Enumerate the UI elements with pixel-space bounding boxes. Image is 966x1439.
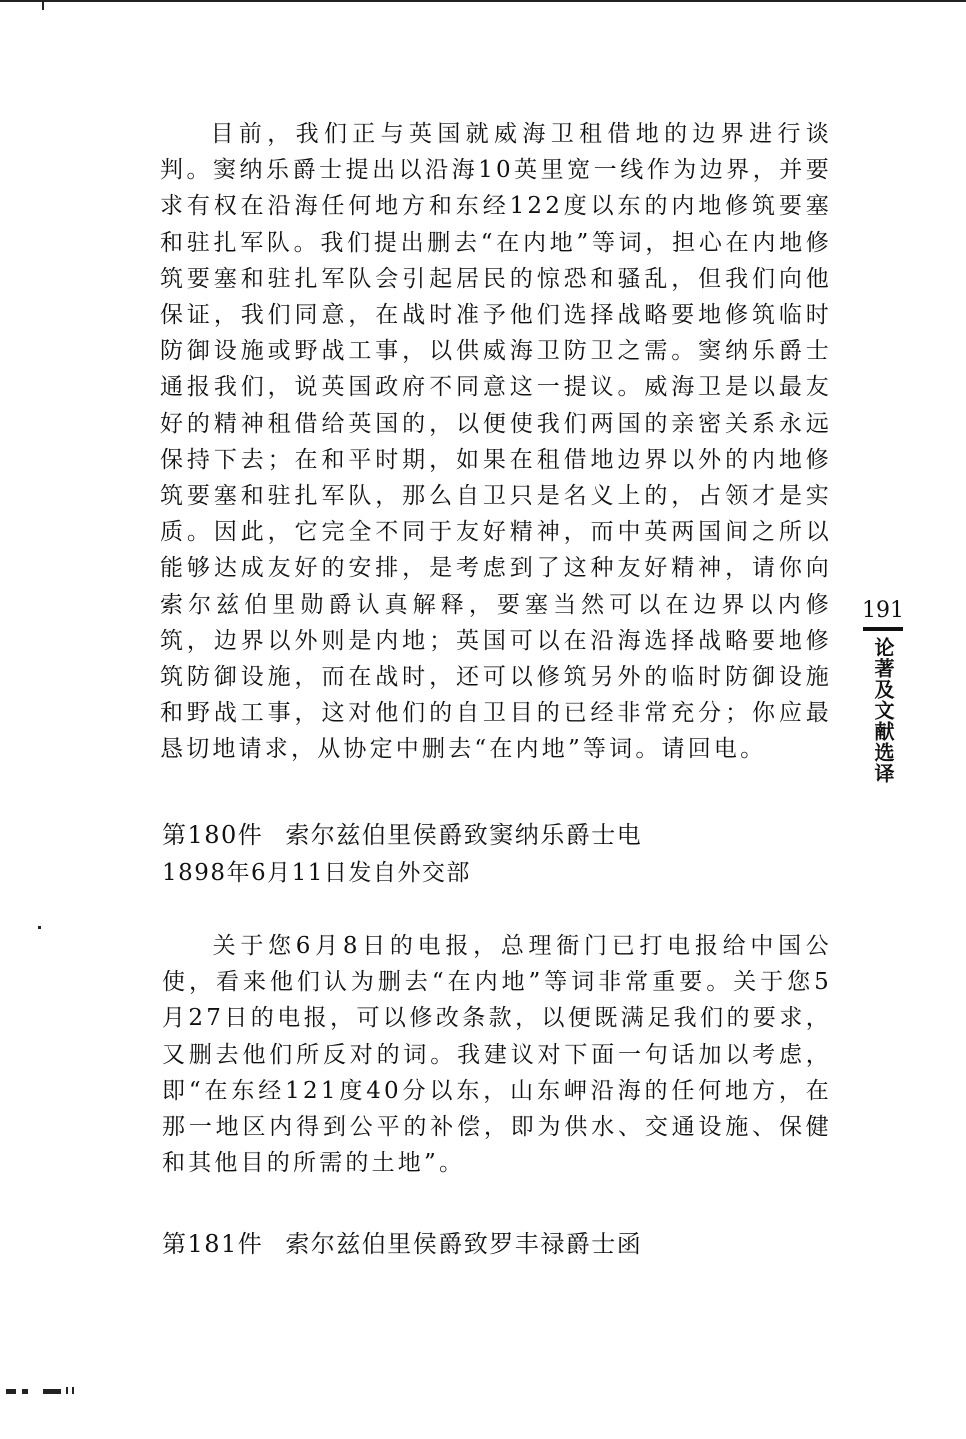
document-title-180: 索尔兹伯里侯爵致窦纳乐爵士电 [285, 821, 643, 849]
page-number: 191 [862, 598, 904, 623]
page-margin-tab [860, 598, 906, 784]
document-date-180: 1898年6月11日发自外交部 [162, 860, 471, 886]
running-book-title: 论著及文献选译 [871, 637, 895, 784]
document-heading-181 [162, 1226, 642, 1262]
body-paragraph-2: 关于您6月8日的电报，总理衙门已打电报给中国公使，看来他们认为删去“在内地”等词非常重要。关于您5月27日的电报，可以修改条款，以便既满足我们的要求，又删去他们所反对的词。我建议对下面一句话加以考虑，即“在东经121度40分以东，山东岬沿海的任何地方，在那一地区内得到公平的补偿，即为供水、交通设施、保健和其他目的所需的土地”。 [162, 933, 832, 1177]
scan-speck [38, 926, 41, 929]
scan-mark [22, 1389, 28, 1394]
body-paragraph-1: 目前，我们正与英国就威海卫租借地的边界进行谈判。窦纳乐爵士提出以沿海10英里宽一线作为边界，并要求有权在沿海任何地方和东经122度以东的内地修筑要塞和驻扎军队。我们提出删去“在内地”等词，担心在内地修筑要塞和驻扎军队会引起居民的惊恐和骚乱，但我们向他保证，我们同意，在战时准予他们选择战略要地修筑临时防御设施或野战工事，以供威海卫防卫之需。窦纳乐爵士通报我们，说英国政府不同意这一提议。威海卫是以最友好的精神租借给英国的，以便使我们两国的亲密关系永远保持下去；在和平时期，如果在租借地边界以外的内地修筑要塞和驻扎军队，那么自卫只是名义上的，占领才是实质。因此，它完全不同于友好精神，而中英两国间之所以能够达成友好的安排，是考虑到了这种友好精神，请你向索尔兹伯里勋爵认真解释，要塞当然可以在边界以内修筑，边界以外则是内地；英国可以在沿海选择战略要地修筑防御设施，而在战时，还可以修筑另外的临时防御设施和野战工事，这对他们的自卫目的已经非常充分；你应最恳切地请求，从协定中删去“在内地”等词。请回电。 [160, 121, 832, 763]
document-number-181: 第181件 [162, 1230, 264, 1258]
scan-mark [6, 1389, 16, 1394]
document-number-180: 第180件 [162, 821, 264, 849]
top-scan-tick [42, 2, 44, 10]
scan-mark [66, 1387, 68, 1394]
document-heading-180 [162, 817, 642, 853]
page-number-rule [863, 627, 903, 631]
document-title-181: 索尔兹伯里侯爵致罗丰禄爵士函 [285, 1230, 643, 1258]
top-scan-border [0, 0, 966, 2]
scan-mark [43, 1389, 61, 1394]
scan-mark [72, 1387, 74, 1394]
